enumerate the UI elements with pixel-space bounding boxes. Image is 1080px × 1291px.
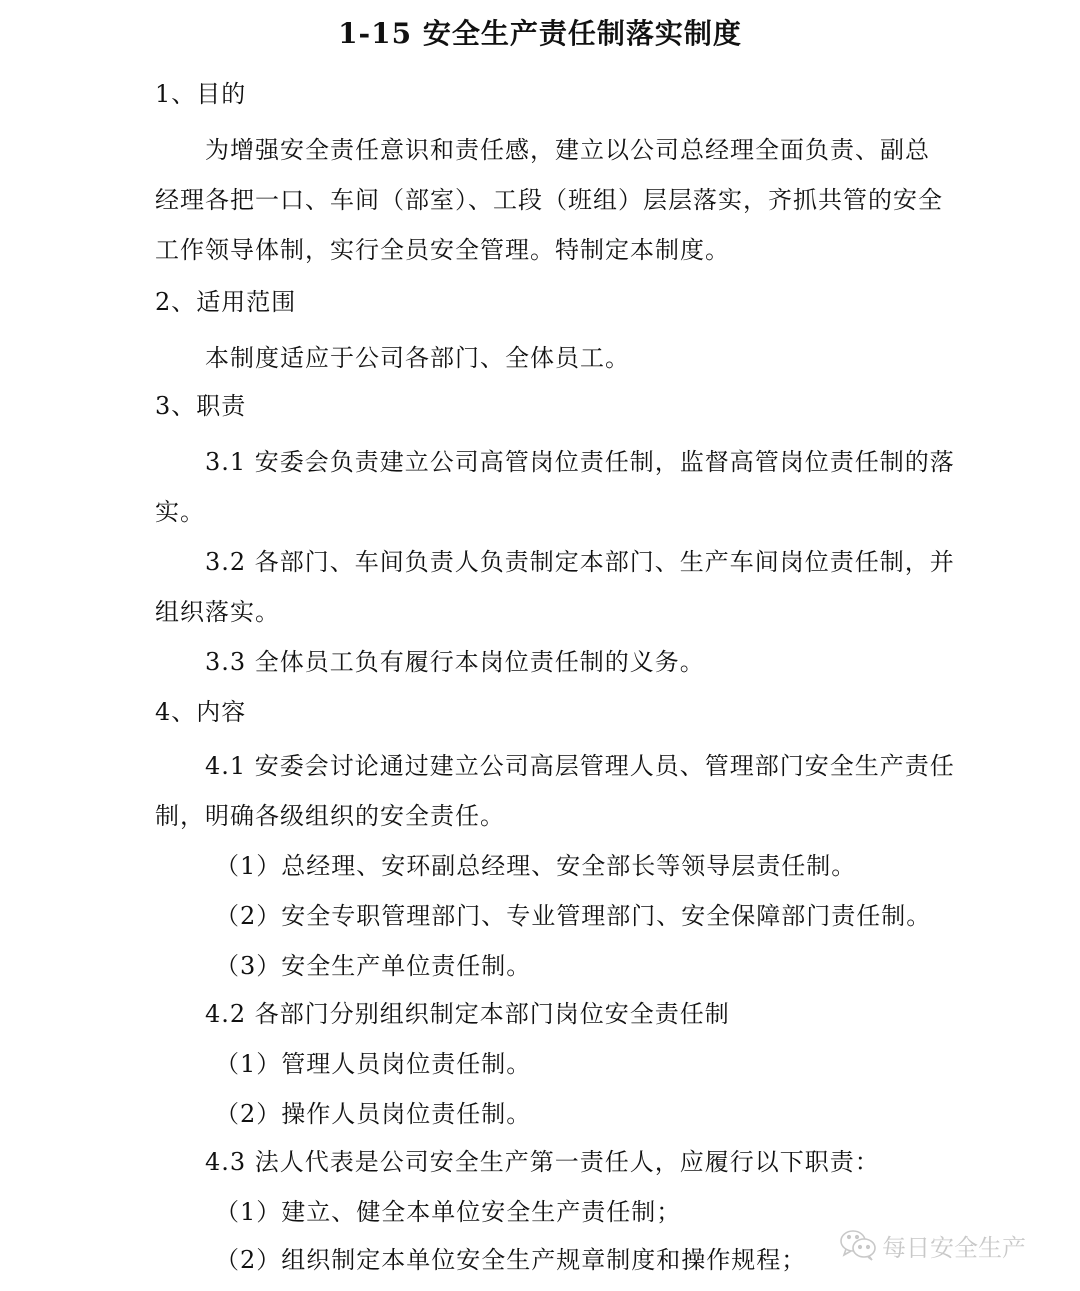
watermark (838, 1228, 1026, 1262)
paragraph-line: 实。 (155, 498, 205, 526)
paragraph-line: 工作领导体制，实行全员安全管理。特制定本制度。 (155, 236, 730, 264)
section-heading: 1、目的 (155, 80, 247, 108)
paragraph-line: 3.3 全体员工负有履行本岗位责任制的义务。 (205, 648, 705, 676)
paragraph-line: （1）管理人员岗位责任制。 (215, 1050, 532, 1078)
paragraph-line: （1）建立、健全本单位安全生产责任制； (215, 1198, 682, 1226)
section-heading: 2、适用范围 (155, 288, 297, 316)
paragraph-line: （3）安全生产单位责任制。 (215, 952, 532, 980)
paragraph-line: 为增强安全责任意识和责任感，建立以公司总经理全面负责、副总 (205, 136, 930, 164)
section-heading: 4、内容 (155, 698, 247, 726)
document-title: 1-15 安全生产责任制落实制度 (338, 17, 742, 50)
paragraph-line: （2）组织制定本单位安全生产规章制度和操作规程； (215, 1246, 807, 1274)
watermark-text: 每日安全生产 (882, 1233, 1026, 1262)
paragraph-line: 3.2 各部门、车间负责人负责制定本部门、生产车间岗位责任制，并 (205, 548, 955, 576)
paragraph-line: （2）安全专职管理部门、专业管理部门、安全保障部门责任制。 (215, 902, 932, 930)
paragraph-line: 组织落实。 (155, 598, 280, 626)
paragraph-line: （2）操作人员岗位责任制。 (215, 1100, 532, 1128)
wechat-icon (838, 1228, 878, 1262)
paragraph-line: 制，明确各级组织的安全责任。 (155, 802, 505, 830)
paragraph-line: 3.1 安委会负责建立公司高管岗位责任制，监督高管岗位责任制的落 (205, 448, 955, 476)
section-heading: 3、职责 (155, 392, 247, 420)
paragraph-line: 4.3 法人代表是公司安全生产第一责任人，应履行以下职责： (205, 1148, 880, 1176)
paragraph-line: 4.2 各部门分别组织制定本部门岗位安全责任制 (205, 1000, 730, 1028)
paragraph-line: （1）总经理、安环副总经理、安全部长等领导层责任制。 (215, 852, 857, 880)
paragraph-line: 4.1 安委会讨论通过建立公司高层管理人员、管理部门安全生产责任 (205, 752, 955, 780)
paragraph-line: 本制度适应于公司各部门、全体员工。 (205, 344, 630, 372)
paragraph-line: 经理各把一口、车间（部室）、工段（班组）层层落实，齐抓共管的安全 (155, 186, 943, 214)
